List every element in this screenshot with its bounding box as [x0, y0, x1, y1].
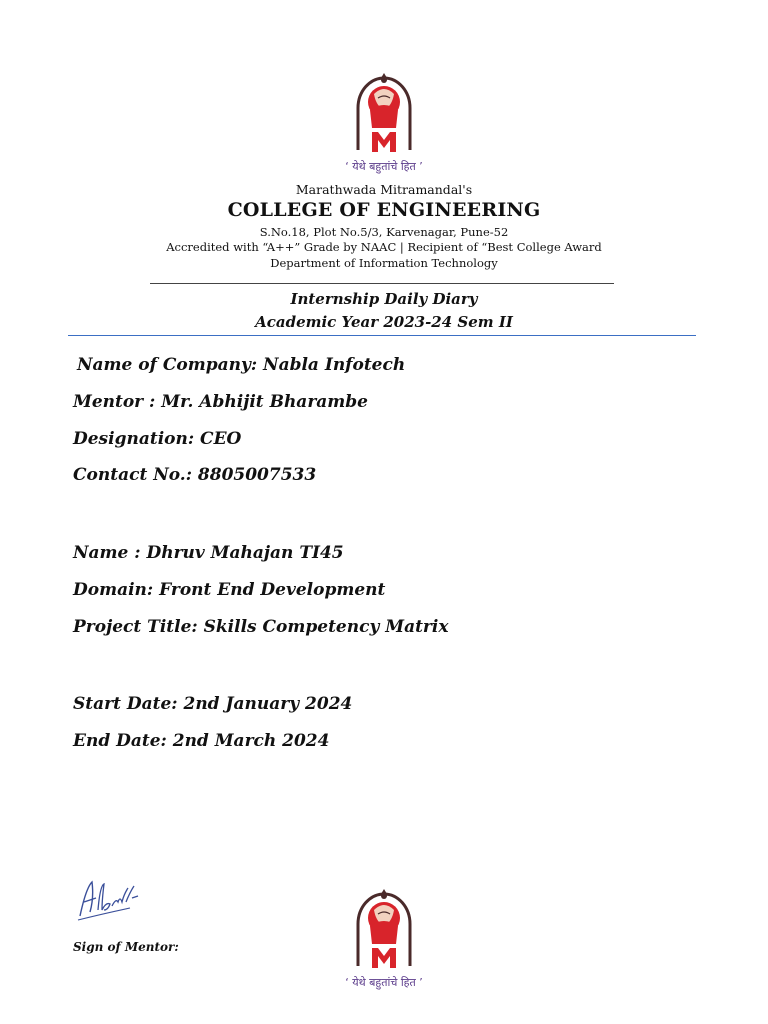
student-name-field: Name : Dhruv Mahajan TI45 [73, 543, 344, 563]
end-date-field: End Date: 2nd March 2024 [73, 731, 330, 751]
start-date-field: Start Date: 2nd January 2024 [73, 694, 353, 714]
domain-field: Domain: Front End Development [73, 580, 386, 600]
org-name: Marathwada Mitramandal's [295, 182, 473, 197]
college-address: S.No.18, Plot No.5/3, Karvenagar, Pune-52 [259, 225, 509, 239]
mentor-signature [72, 868, 152, 928]
college-logo-bottom [348, 886, 420, 976]
designation-field: Designation: CEO [73, 429, 242, 449]
college-motto-bottom: ‘ येथे बहुतांचे हित ’ [345, 976, 423, 989]
diary-title: Internship Daily Diary [290, 290, 478, 308]
academic-year: Academic Year 2023-24 Sem II [255, 313, 513, 331]
accreditation-line: Accredited with “A++” Grade by NAAC | Recipient of “Best College Award [166, 240, 602, 254]
college-motto: ‘ येथे बहुतांचे हित ’ [345, 160, 423, 173]
company-field: Name of Company: Nabla Infotech [77, 355, 406, 375]
mentor-field: Mentor : Mr. Abhijit Bharambe [73, 392, 368, 412]
department-name: Department of Information Technology [270, 256, 498, 270]
header-divider [150, 283, 614, 284]
college-name: COLLEGE OF ENGINEERING [227, 199, 541, 221]
section-divider [68, 335, 696, 336]
contact-field: Contact No.: 8805007533 [73, 465, 317, 485]
sign-of-mentor-label: Sign of Mentor: [73, 940, 179, 954]
project-title-field: Project Title: Skills Competency Matrix [73, 617, 449, 637]
college-logo [348, 70, 420, 160]
